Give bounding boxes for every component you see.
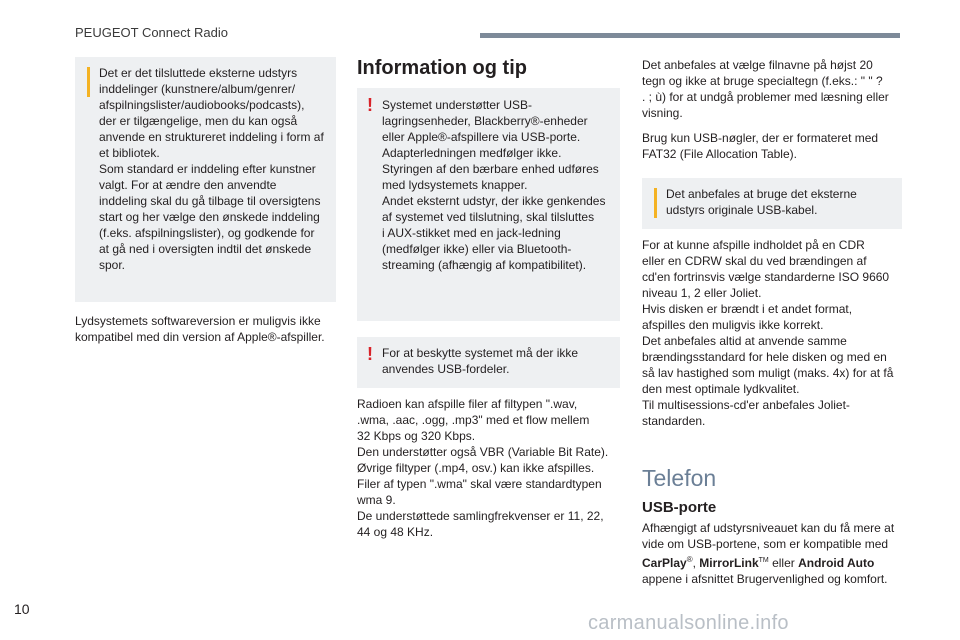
exclamation-icon: ! (367, 344, 373, 364)
column-3-paragraph (642, 57, 904, 121)
column-2-paragraph (357, 396, 625, 540)
mirrorlink-name: MirrorLink (699, 556, 759, 570)
trademark-mark: TM (758, 557, 769, 564)
paragraph-text: Radioen kan afspille filer af filtypen ".wav, .wma, .aac, .ogg, .mp3" med et flow mellem 32 Kbps og 320 Kbps. Den understøtter også VBR (Variable Bit Rate). Øvrige filtyper (.mp4, osv.) kan ikke afspilles. Filer af typen ".wma" skal være standardtypen wma 9. De understøttede samlingfrekvenser er 11, 22, 44 og 48 KHz. (357, 397, 609, 539)
info-box (642, 178, 902, 229)
warning-box (357, 337, 620, 388)
column-1-paragraph (75, 313, 340, 345)
chapter-heading: Telefon (642, 465, 717, 491)
column-3-paragraph (642, 520, 910, 587)
paragraph-line (642, 552, 910, 571)
paragraph-text: Lydsystemets softwareversion er muligvis ikke kompatibel med din version af Apple®-afspiller. (75, 314, 325, 344)
paragraph-text: Det anbefales at vælge filnavne på højst 20 tegn og ikke at bruge specialtegn (f.eks.: " " ? . ; ù) for at undgå problemer med læsning eller visning. (642, 58, 889, 120)
paragraph-text: For at kunne afspille indholdet på en CDR eller en CDRW skal du ved brændingen af cd'en fortrinsvis vælge standarderne ISO 9660 niveau 1, 2 eller Joliet. Hvis disken er brændt i et andet format, afspilles den muligvis ikke korrekt. Det anbefales altid at anvende samme brændingsstandard for hele disken og med en så lav hastighed som muligt (maks. 4x) for at få den mest optimale lydkvalitet. Til multisessions-cd'er anbefales Joliet- standarden. (642, 238, 894, 428)
running-header: PEUGEOT Connect Radio (75, 25, 228, 40)
info-box (75, 57, 336, 302)
warning-box-text: Systemet understøtter USB- lagringsenheder, Blackberry®-enheder eller Apple®-afspillere via USB-porte. Adapterledningen medfølger ikke. Styringen af den bærbare enhed udføres med lydsystemets knapper. Andet eksternt udstyr, der ikke genkendes af systemet ved tilslutning, skal tilsluttes i AUX-stikket med en jack-ledning (medfølger ikke) eller via Bluetooth- streaming (afhængig af kompatibilitet). (382, 98, 606, 272)
separator: , (692, 556, 700, 570)
carplay-name: CarPlay (642, 556, 687, 570)
header-rule (480, 33, 900, 38)
page-number: 10 (14, 601, 30, 617)
paragraph-line: appene i afsnittet Brugervenlighed og komfort. (642, 572, 888, 586)
paragraph-text: Brug kun USB-nøgler, der er formateret med FAT32 (File Allocation Table). (642, 131, 879, 161)
info-bar-icon (87, 67, 90, 97)
section-heading: Information og tip (357, 57, 527, 79)
android-auto-name: Android Auto (798, 556, 875, 570)
column-3-paragraph (642, 130, 904, 162)
registered-mark: ® (686, 555, 693, 564)
paragraph-line: Afhængigt af udstyrsniveauet kan du få mere at (642, 521, 895, 535)
column-3-paragraph (642, 237, 904, 429)
watermark: carmanualsonline.info (588, 612, 789, 634)
sub-heading: USB-porte (642, 499, 717, 516)
info-box-text: Det er det tilsluttede eksterne udstyrs inddelinger (kunstnere/album/genrer/ afspilningslister/audiobooks/podcasts), der er tilgængelige, men du kan også anvende en struktureret inddeling i form af et bibliotek. Som standard er inddeling efter kunstner valgt. For at ændre den anvendte inddeling skal du gå tilbage til oversigtens start og her vælge den ønskede inddeling (f.eks. afspilningslister), og godkende for at gå ned i oversigten indtil det ønskede spor. (99, 66, 324, 272)
separator: eller (768, 556, 799, 570)
warning-box-text: For at beskytte systemet må der ikke anvendes USB-fordeler. (382, 346, 579, 376)
info-box-text: Det anbefales at bruge det eksterne udstyrs originale USB-kabel. (666, 187, 857, 217)
exclamation-icon: ! (367, 95, 373, 115)
info-bar-icon (654, 188, 657, 218)
warning-box (357, 88, 620, 321)
paragraph-line: vide om USB-portene, som er kompatible med (642, 537, 889, 551)
